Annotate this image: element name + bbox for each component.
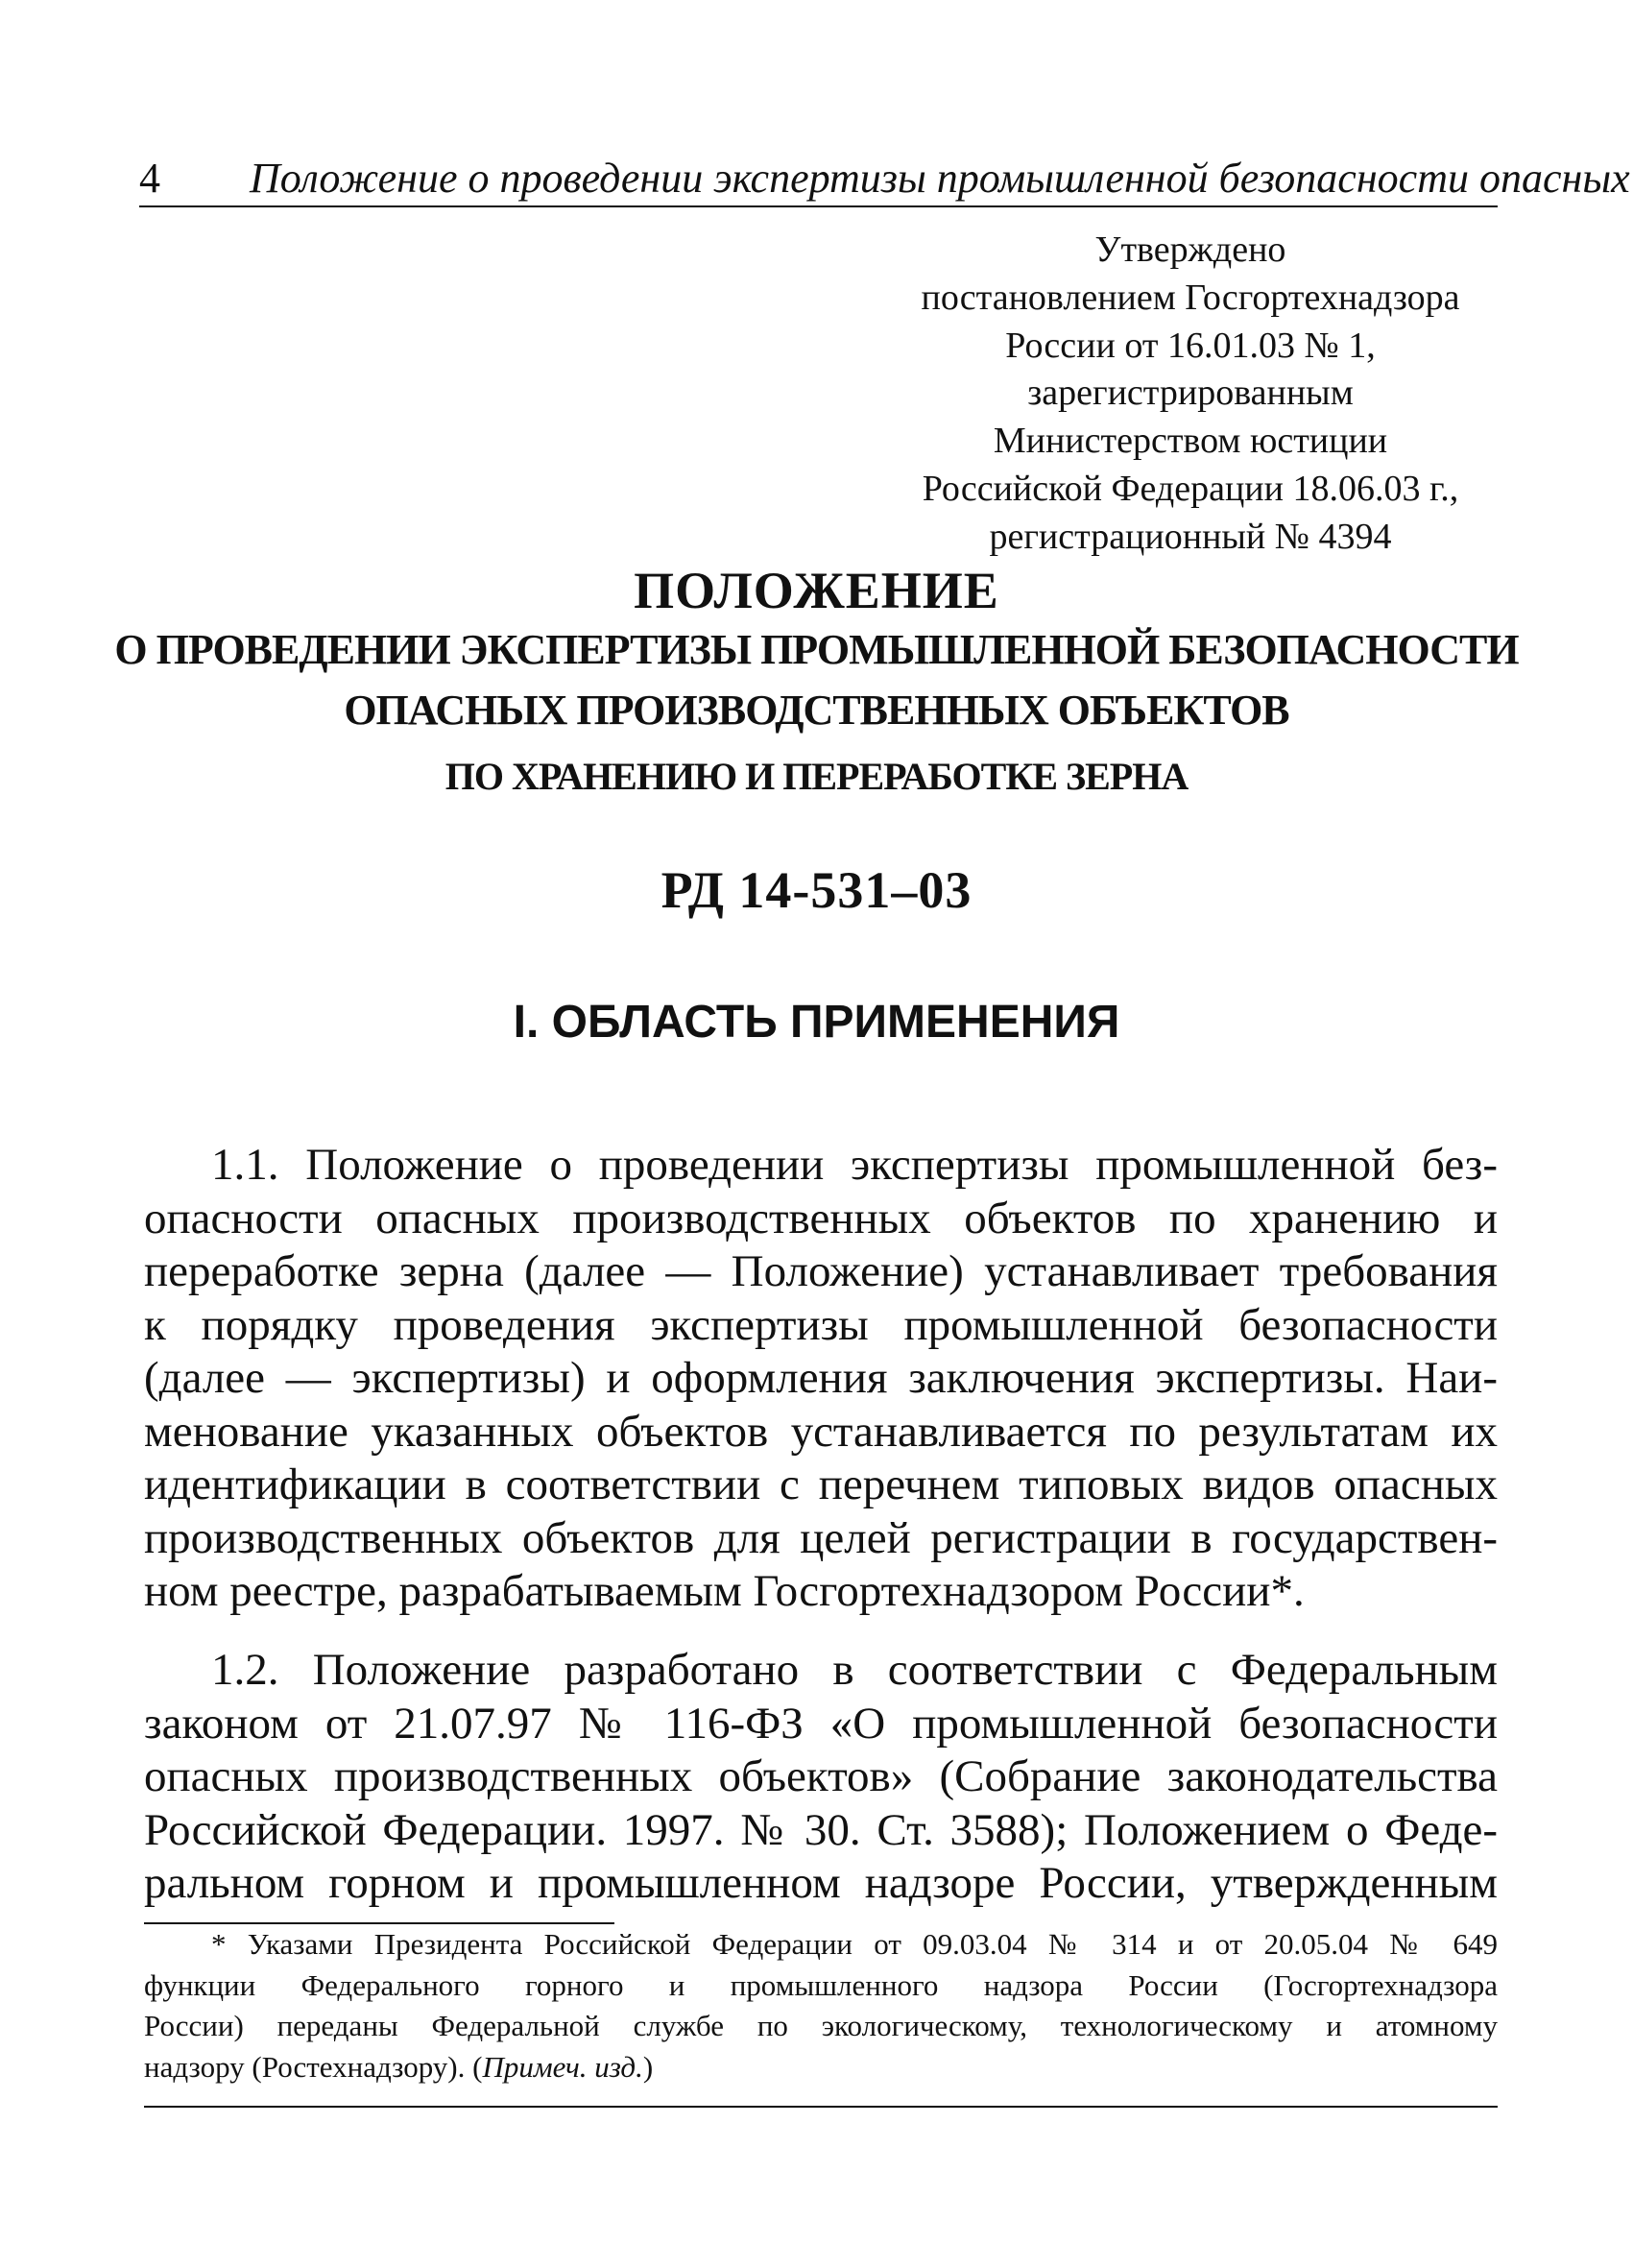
approval-line: Российской Федерации 18.06.03 г.,: [922, 468, 1459, 509]
approval-line: России от 16.01.03 № 1,: [1005, 325, 1376, 366]
running-header-title: Положение о проведении экспертизы промышленной безопасности опасных: [250, 155, 1630, 202]
paragraph-line: менование указанных объектов устанавливается по результатам их: [144, 1406, 1498, 1457]
header-rule: [139, 205, 1498, 207]
paragraph-line: ральном горном и промышленном надзоре России, утвержденным: [144, 1858, 1498, 1908]
paragraph-line: 1.1. Положение о проведении экспертизы промышленной без-: [211, 1140, 1498, 1190]
document-title: ПОЛОЖЕНИЕ: [634, 562, 999, 619]
approval-line: постановлением Госгортехнадзора: [921, 277, 1460, 318]
document-code: РД 14-531–03: [660, 861, 973, 919]
page-number: 4: [139, 155, 160, 202]
footnote-line: * Указами Президента Российской Федерации от 09.03.04 № 314 и от 20.05.04 № 649: [211, 1927, 1498, 1961]
paragraph-line: производственных объектов для целей регистрации в государствен-: [144, 1512, 1498, 1563]
approval-line: Министерством юстиции: [993, 421, 1388, 462]
footnote-text: надзору (Ростехнадзору). (: [144, 2049, 483, 2084]
paragraph-line: опасности опасных производственных объектов по хранению и: [144, 1193, 1498, 1243]
footnote-text: ): [642, 2049, 654, 2084]
section-heading: I. ОБЛАСТЬ ПРИМЕНЕНИЯ: [513, 997, 1120, 1048]
paragraph-line: опасных производственных объектов» (Собрание законодательства: [144, 1751, 1498, 1801]
approval-line: Утверждено: [1094, 229, 1286, 270]
paragraph-line: законом от 21.07.97 № 116-ФЗ «О промышленной безопасности: [144, 1698, 1498, 1749]
paragraph-line: (далее — экспертизы) и оформления заключения экспертизы. Наи-: [144, 1353, 1498, 1403]
approval-block: [845, 227, 1536, 562]
paragraph-line: идентификации в соответствии с перечнем типовых видов опасных: [144, 1460, 1498, 1509]
paragraph-1-2: [144, 1644, 1498, 1911]
paragraph-line: 1.2. Положение разработано в соответствии с Федеральным: [211, 1645, 1498, 1695]
paragraph-1-1: [144, 1139, 1498, 1619]
paragraph-line: Российской Федерации. 1997. № 30. Ст. 3588); Положением о Феде-: [144, 1804, 1498, 1855]
footnote-editor-note: Примеч. изд.: [482, 2049, 643, 2084]
paragraph-line: к порядку проведения экспертизы промышленной безопасности: [144, 1299, 1498, 1350]
footnote: [144, 1924, 1498, 2087]
approval-line: зарегистрированным: [1027, 373, 1354, 414]
approval-line: регистрационный № 4394: [989, 516, 1392, 557]
bottom-rule: [144, 2106, 1498, 2108]
document-subtitle-line: ОПАСНЫХ ПРОИЗВОДСТВЕННЫХ ОБЪЕКТОВ: [344, 687, 1289, 734]
running-header: [139, 144, 1630, 211]
footnote-line: [144, 2047, 1498, 2088]
paragraph-line: переработке зерна (далее — Положение) устанавливает требования: [144, 1246, 1498, 1296]
footnote-line: России) переданы Федеральной службе по экологическому, технологическому и атомному: [144, 2009, 1498, 2042]
document-subtitle-line: ПО ХРАНЕНИЮ И ПЕРЕРАБОТКЕ ЗЕРНА: [444, 755, 1189, 798]
footnote-line: функции Федерального горного и промышленного надзора России (Госгортехнадзора: [144, 1967, 1498, 2002]
paragraph-line: ном реестре, разрабатываемым Госгортехнадзором России*.: [144, 1566, 1305, 1616]
document-subtitle-line: О ПРОВЕДЕНИИ ЭКСПЕРТИЗЫ ПРОМЫШЛЕННОЙ БЕЗОПАСНОСТИ: [114, 626, 1519, 673]
